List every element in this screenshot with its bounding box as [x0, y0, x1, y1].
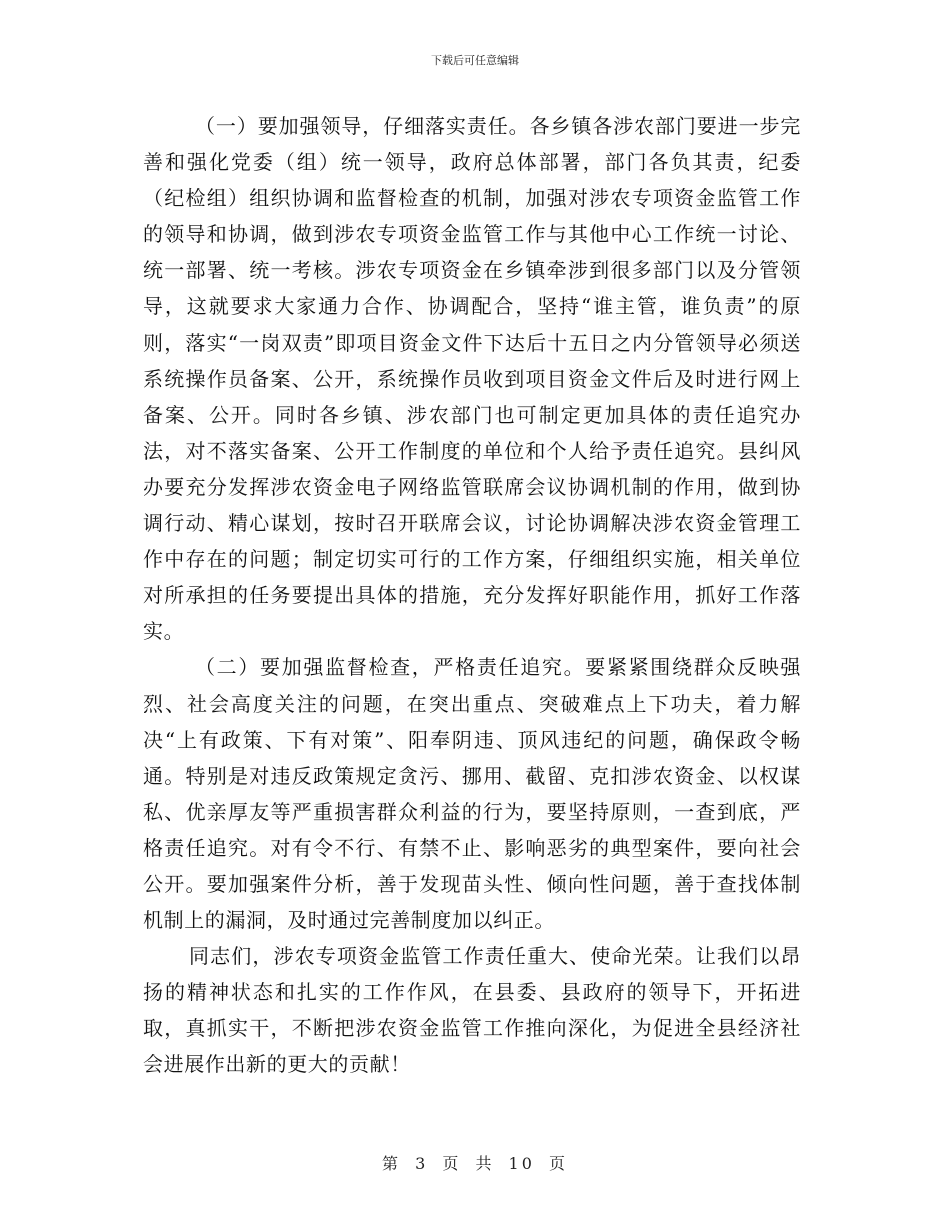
- paragraph-closing-remarks: 同志们，涉农专项资金监管工作责任重大、使命光荣。让我们以昂扬的精神状态和扎实的工作作风，在县委、县政府的领导下，开拓进取，真抓实干，不断把涉农资金监管工作推向深化，为促进全县经济社会进展作出新的更大的贡献！: [143, 944, 801, 1077]
- page-header: 下载后可任意编辑: [431, 54, 519, 67]
- page-number-footer: 第 3 页 共 10 页: [382, 1154, 568, 1173]
- paragraph-strengthen-leadership: （一）要加强领导，仔细落实责任。各乡镇各涉农部门要进一步完善和强化党委（组）统一领导，政府总体部署，部门各负其责，纪委（纪检组）组织协调和监督检查的机制，加强对涉农专项资金监管工作的领导和协调，做到涉农专项资金监管工作与其他中心工作统一讨论、统一部署、统一考核。涉农专项资金在乡镇牵涉到很多部门以及分管领导，这就要求大家通力合作、协调配合，坚持“谁主管，谁负责”的原则，落实“一岗双责”即项目资金文件下达后十五日之内分管领导必须送系统操作员备案、公开，系统操作员收到项目资金文件后及时进行网上备案、公开。同时各乡镇、涉农部门也可制定更加具体的责任追究办法，对不落实备案、公开工作制度的单位和个人给予责任追究。县纠风办要充分发挥涉农资金电子网络监管联席会议协调机制的作用，做到协调行动、精心谋划，按时召开联席会议，讨论协调解决涉农资金管理工作中存在的问题；制定切实可行的工作方案，仔细组织实施，相关单位对所承担的任务要提出具体的措施，充分发挥好职能作用，抓好工作落实。: [143, 114, 801, 644]
- document-body: [143, 108, 801, 1083]
- paragraph-supervision-inspection: （二）要加强监督检查，严格责任追究。要紧紧围绕群众反映强烈、社会高度关注的问题，在突出重点、突破难点上下功夫，着力解决“上有政策、下有对策”、阳奉阴违、顶风违纪的问题，确保政令畅通。特别是对违反政策规定贪污、挪用、截留、克扣涉农资金、以权谋私、优亲厚友等严重损害群众利益的行为，要坚持原则，一查到底，严格责任追究。对有令不行、有禁不止、影响恶劣的典型案件，要向社会公开。要加强案件分析，善于发现苗头性、倾向性问题，善于查找体制机制上的漏洞，及时通过完善制度加以纠正。: [143, 655, 801, 933]
